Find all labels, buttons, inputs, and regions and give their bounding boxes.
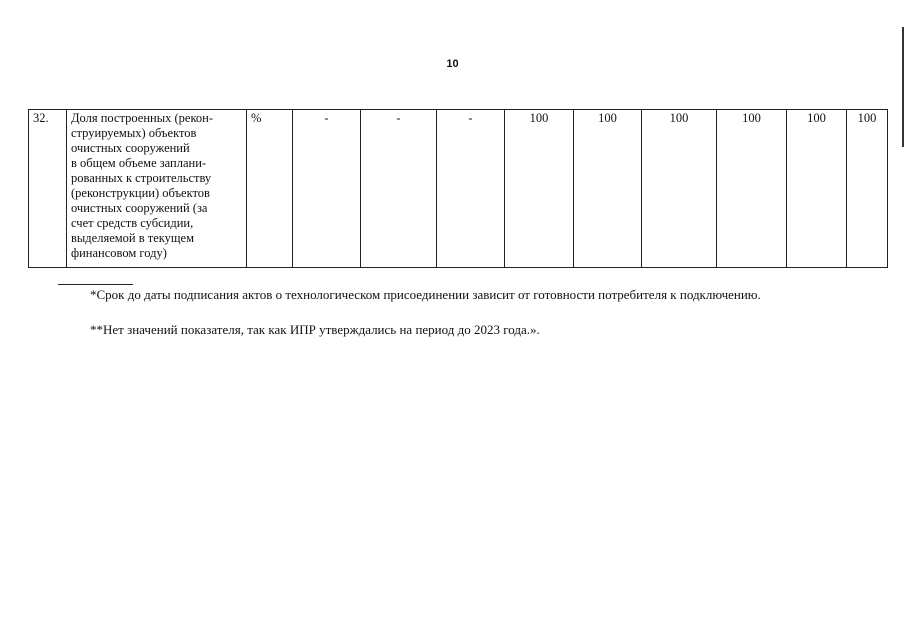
value-cell: 100 xyxy=(505,110,574,268)
value-cell: 100 xyxy=(847,110,888,268)
value-cell: 100 xyxy=(574,110,642,268)
indicator-name-line: счет средств субсидии, xyxy=(71,216,194,230)
value-cell: - xyxy=(293,110,361,268)
indicator-name-line: очистных сооружений xyxy=(71,141,190,155)
table-row xyxy=(29,110,888,268)
value-cell: 100 xyxy=(717,110,787,268)
indicator-name xyxy=(67,110,247,268)
page-number: 10 xyxy=(446,58,459,70)
value-cell: - xyxy=(437,110,505,268)
footnote-connection-deadline: *Срок до даты подписания актов о технологическом присоединении зависит от готовности потребителя к подключению. xyxy=(90,287,761,302)
indicator-name-line: Доля построенных (рекон- xyxy=(71,111,213,125)
row-number: 32. xyxy=(29,110,67,268)
indicator-name-line: очистных сооружений (за xyxy=(71,201,208,215)
indicator-name-line: струируемых) объектов xyxy=(71,126,197,140)
indicator-name-line: рованных к строительству xyxy=(71,171,212,185)
footnote-divider xyxy=(58,284,133,285)
value-cell: 100 xyxy=(787,110,847,268)
indicator-name-line: выделяемой в текущем xyxy=(71,231,194,245)
indicators-table xyxy=(28,109,888,268)
page-edge-mark xyxy=(902,27,904,147)
value-cell: 100 xyxy=(642,110,717,268)
indicator-name-line: в общем объеме заплани- xyxy=(71,156,207,170)
footnote-no-values: **Нет значений показателя, так как ИПР утверждались на период до 2023 года.». xyxy=(90,322,540,337)
unit-cell: % xyxy=(247,110,293,268)
value-cell: - xyxy=(361,110,437,268)
indicator-name-line: финансовом году) xyxy=(71,246,167,260)
indicator-name-line: (реконструкции) объектов xyxy=(71,186,210,200)
